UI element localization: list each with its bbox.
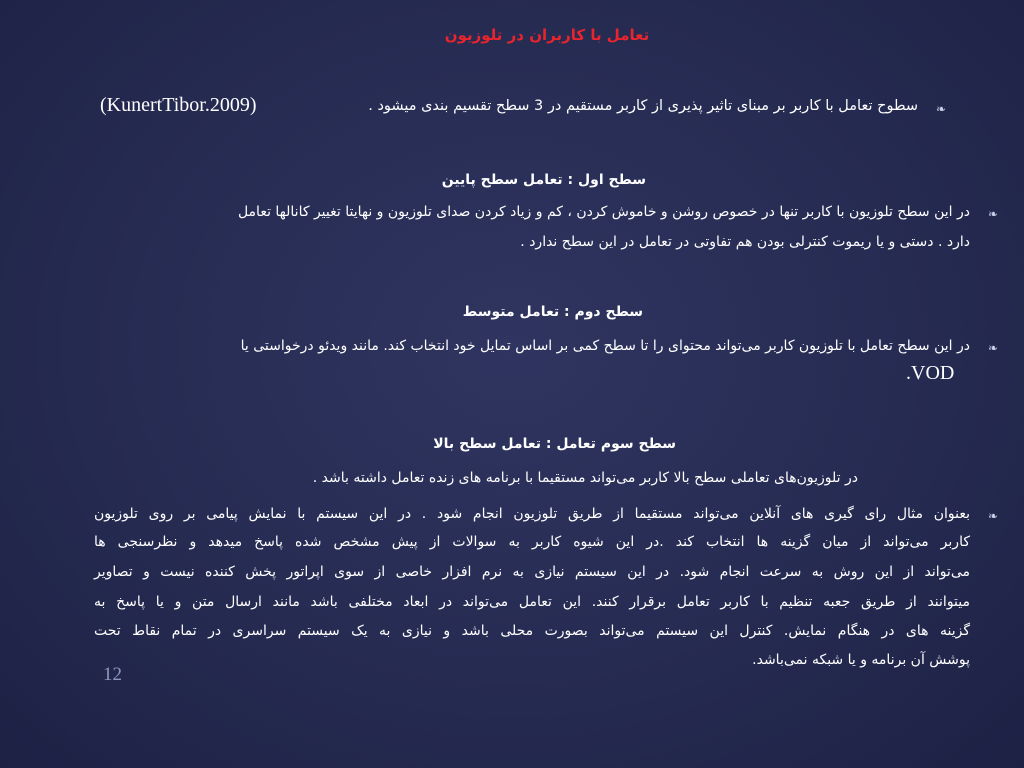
level2-line: در این سطح تعامل با تلوزیون کاربر می‌تواند محتوای را تا سطح کمی بر اساس تمایل خود انتخاب کند. مانند ویدئو درخواستی یا [240,338,970,354]
bullet-icon: ❧ [988,207,999,221]
level3-line-1: بعنوان مثال رای گیری های آنلاین می‌تواند مستقیما از طریق تلوزیون انجام شود . در این سیستم با نمایش پیامی بر روی تلوزیون [94,506,970,522]
level3-line-5: گزینه های در هنگام نمایش. کنترل این سیستم می‌تواند بصورت محلی باشد و نیازی به یک سیستم سراسری در تمام نقاط تحت [94,623,970,639]
level2-heading: سطح دوم : تعامل متوسط [462,304,643,320]
intro-citation: (KunertTibor.2009) [100,94,257,116]
level1-line-2: دارد . دستی و یا ریموت کنترلی بودن هم تفاوتی در تعامل در این سطح ندارد . [520,234,970,250]
level1-line-1: در این سطح تلوزیون با کاربر تنها در خصوص روشن و خاموش کردن ، کم و زیاد کردن صدای تلوزیون و نهایتا تغییر کانالها تعامل [237,204,970,220]
intro-text: سطوح تعامل با کاربر بر مبنای تاثیر پذیری از کاربر مستقیم در 3 سطح تقسیم بندی میشود . [368,98,918,114]
level3-line-3: می‌تواند از این روش به سرعت انجام شود. در این سیستم نیازی به نرم افزار خاصی از سوی اپراتور پخش کننده نیست و تصاویر [94,564,970,580]
bullet-icon: ❧ [988,509,999,523]
level3-line-6: پوشش آن برنامه و یا شبکه نمی‌باشد. [752,652,970,668]
level3-line-2: کاربر می‌تواند از میان گزینه ها انتخاب کند .در این شیوه کاربر به سوالات از پیش مشخص شده پاسخ میدهد و نظرسنجی ها [94,534,970,550]
bullet-icon: ❧ [988,341,999,355]
level3-line-4: میتوانند از طریق جعبه تنظیم با کاربر تعامل برقرار کنند. این تعامل می‌تواند در ابعاد مختلفی باشد مانند ارسال متن و یا پاسخ به [94,594,970,610]
level2-vod: .VOD [906,362,955,384]
level1-heading: سطح اول : تعامل سطح پایین [441,172,646,188]
level3-heading: سطح سوم تعامل : تعامل سطح بالا [433,436,676,452]
page-number: 12 [103,664,122,685]
level3-intro: در تلوزیون‌های تعاملی سطح بالا کاربر می‌تواند مستقیما با برنامه های زنده تعامل داشته باشد . [312,470,858,486]
bullet-icon: ❧ [936,102,947,116]
slide-title: تعامل با کاربران در تلوزیون [444,26,650,44]
